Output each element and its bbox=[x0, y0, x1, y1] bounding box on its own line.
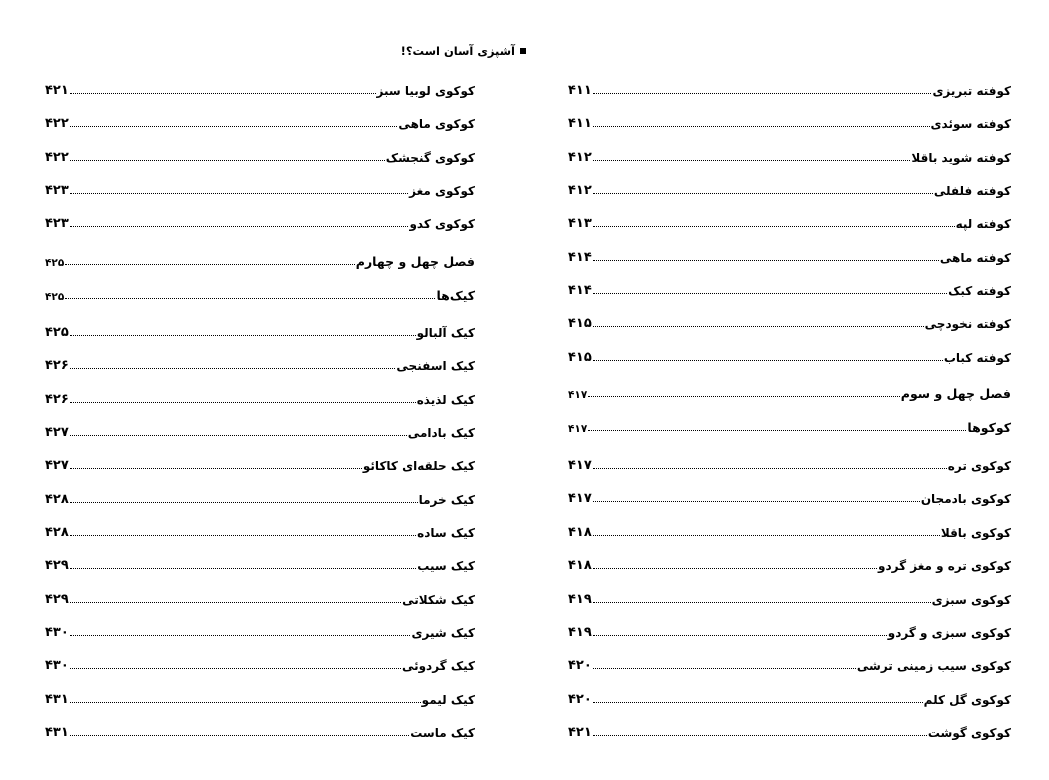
toc-entry-title: کوکوی باقلا bbox=[940, 526, 1011, 540]
toc-heading-row bbox=[45, 251, 475, 269]
toc-entry-row bbox=[568, 180, 1011, 198]
dot-leader bbox=[593, 326, 924, 327]
toc-entry-row bbox=[45, 113, 475, 131]
toc-entry-row bbox=[45, 555, 475, 573]
toc-entry-title: کوفته ماهی bbox=[939, 251, 1011, 265]
dot-leader bbox=[593, 468, 947, 469]
running-header bbox=[386, 44, 526, 58]
book-title: آشپزی آسان است؟! bbox=[400, 44, 515, 58]
dot-leader bbox=[588, 430, 966, 431]
dot-leader bbox=[593, 702, 923, 703]
toc-entry-title: کوکوی تره و مغز گردو bbox=[878, 559, 1011, 573]
toc-heading-row bbox=[568, 383, 1011, 401]
toc-page-number: ۴۲۳ bbox=[45, 183, 69, 198]
toc-page-number: ۴۱۸ bbox=[568, 558, 592, 573]
toc-entry-title: کیک سیب bbox=[417, 559, 475, 573]
toc-entry-row bbox=[45, 689, 475, 707]
dot-leader bbox=[70, 468, 362, 469]
toc-entry-row bbox=[568, 722, 1011, 740]
toc-page-number: ۴۲۹ bbox=[45, 592, 69, 607]
toc-entry-row bbox=[45, 389, 475, 407]
toc-entry-title: کوفته نخودچی bbox=[924, 317, 1011, 331]
dot-leader bbox=[70, 635, 411, 636]
dot-leader bbox=[593, 293, 947, 294]
toc-entry-row bbox=[568, 689, 1011, 707]
dot-leader bbox=[70, 335, 416, 336]
dot-leader bbox=[70, 126, 398, 127]
toc-entry-row bbox=[568, 522, 1011, 540]
square-bullet-icon bbox=[520, 48, 526, 54]
toc-entry-row bbox=[45, 80, 475, 98]
toc-page-number: ۴۱۵ bbox=[568, 316, 592, 331]
toc-entry-row bbox=[568, 488, 1011, 506]
toc-entry-row bbox=[568, 455, 1011, 473]
toc-entry-title: کوکوی سبزی bbox=[931, 593, 1011, 607]
toc-entry-title: فصل چهل و چهارم bbox=[355, 254, 475, 269]
toc-page-number: ۴۱۷ bbox=[568, 423, 588, 435]
toc-entry-row bbox=[45, 455, 475, 473]
dot-leader bbox=[593, 602, 931, 603]
toc-entry-row bbox=[45, 655, 475, 673]
toc-page-number: ۴۱۱ bbox=[568, 83, 592, 98]
toc-entry-title: فصل چهل و سوم bbox=[900, 386, 1011, 401]
toc-page-number: ۴۱۸ bbox=[568, 525, 592, 540]
toc-page-number: ۴۳۱ bbox=[45, 692, 69, 707]
dot-leader bbox=[70, 402, 416, 403]
toc-entry-title: کوفته شوید باقلا bbox=[911, 151, 1011, 165]
dot-leader bbox=[593, 193, 933, 194]
toc-entry-title: کوکوی سبزی و گردو bbox=[887, 626, 1011, 640]
toc-entry-row bbox=[568, 589, 1011, 607]
toc-entry-title: کوفته کباب bbox=[943, 351, 1011, 365]
toc-page-number: ۴۲۵ bbox=[45, 291, 65, 303]
toc-entry-row bbox=[45, 322, 475, 340]
toc-entry-title: کوفته تبریزی bbox=[932, 84, 1011, 98]
toc-page-number: ۴۱۷ bbox=[568, 458, 592, 473]
toc-page-number: ۴۲۵ bbox=[45, 325, 69, 340]
toc-page-number: ۴۱۲ bbox=[568, 183, 592, 198]
toc-page-number: ۴۲۵ bbox=[45, 257, 65, 269]
toc-page-number: ۴۲۲ bbox=[45, 116, 69, 131]
toc-page-number: ۴۲۱ bbox=[45, 83, 69, 98]
toc-entry-title: کیک ماست bbox=[410, 726, 475, 740]
toc-entry-title: کوکوی گل کلم bbox=[923, 693, 1011, 707]
dot-leader bbox=[70, 535, 416, 536]
toc-page-number: ۴۲۸ bbox=[45, 525, 69, 540]
toc-entry-title: کیک‌ها bbox=[436, 288, 475, 303]
toc-entry-title: کیک گردوئی bbox=[401, 659, 475, 673]
toc-entry-row bbox=[45, 589, 475, 607]
dot-leader bbox=[70, 502, 418, 503]
dot-leader bbox=[593, 501, 920, 502]
dot-leader bbox=[593, 735, 927, 736]
dot-leader bbox=[593, 360, 943, 361]
toc-entry-title: کیک اسفنجی bbox=[396, 359, 475, 373]
dot-leader bbox=[593, 668, 856, 669]
dot-leader bbox=[70, 568, 416, 569]
dot-leader bbox=[70, 160, 385, 161]
toc-entry-row bbox=[568, 113, 1011, 131]
toc-page-number: ۴۲۶ bbox=[45, 392, 69, 407]
toc-page-number: ۴۱۷ bbox=[568, 491, 592, 506]
toc-page-number: ۴۲۱ bbox=[568, 725, 592, 740]
toc-entry-title: کیک شکلاتی bbox=[402, 593, 475, 607]
dot-leader bbox=[593, 126, 930, 127]
toc-entry-title: کوکوی بادمجان bbox=[920, 492, 1011, 506]
toc-page-number: ۴۱۴ bbox=[568, 250, 592, 265]
toc-page-number: ۴۱۹ bbox=[568, 592, 592, 607]
toc-entry-title: کوکوی گنجشک bbox=[385, 151, 475, 165]
toc-entry-row bbox=[568, 147, 1011, 165]
toc-entry-title: کوفته سوئدی bbox=[930, 117, 1011, 131]
toc-page-number: ۴۱۲ bbox=[568, 150, 592, 165]
toc-entry-title: کوفته لپه bbox=[955, 217, 1011, 231]
toc-entry-title: کیک آلبالو bbox=[416, 326, 475, 340]
toc-page-number: ۴۲۳ bbox=[45, 216, 69, 231]
toc-entry-row bbox=[45, 147, 475, 165]
toc-entry-title: کیک ساده bbox=[417, 526, 475, 540]
dot-leader bbox=[593, 535, 940, 536]
toc-page-number: ۴۲۲ bbox=[45, 150, 69, 165]
dot-leader bbox=[588, 396, 900, 397]
toc-page-number: ۴۲۰ bbox=[568, 658, 592, 673]
toc-page-number: ۴۲۷ bbox=[45, 425, 69, 440]
dot-leader bbox=[70, 668, 401, 669]
toc-page-number: ۴۳۰ bbox=[45, 625, 69, 640]
toc-entry-row bbox=[45, 213, 475, 231]
toc-page-number: ۴۱۵ bbox=[568, 350, 592, 365]
toc-heading-row bbox=[568, 417, 1011, 435]
toc-entry-title: کوفته کبک bbox=[948, 284, 1011, 298]
toc-entry-row bbox=[568, 313, 1011, 331]
toc-entry-row bbox=[568, 655, 1011, 673]
dot-leader bbox=[70, 368, 396, 369]
dot-leader bbox=[65, 298, 435, 299]
toc-entry-row bbox=[568, 347, 1011, 365]
toc-entry-title: کیک خرما bbox=[418, 493, 475, 507]
toc-entry-row bbox=[568, 555, 1011, 573]
toc-entry-title: کوکوی لوبیا سبز bbox=[376, 84, 475, 98]
toc-entry-title: کوکوی گوشت bbox=[927, 726, 1011, 740]
dot-leader bbox=[70, 93, 376, 94]
toc-entry-title: کوکوی تره bbox=[947, 459, 1011, 473]
toc-entry-row bbox=[45, 522, 475, 540]
toc-entry-row bbox=[568, 622, 1011, 640]
toc-page-number: ۴۱۳ bbox=[568, 216, 592, 231]
toc-entry-title: کیک شیری bbox=[411, 626, 475, 640]
toc-entry-row bbox=[45, 622, 475, 640]
dot-leader bbox=[593, 568, 877, 569]
toc-entry-title: کیک لذیذه bbox=[416, 393, 475, 407]
toc-page-number: ۴۳۱ bbox=[45, 725, 69, 740]
toc-entry-row bbox=[45, 489, 475, 507]
toc-page-number: ۴۱۱ bbox=[568, 116, 592, 131]
toc-entry-row bbox=[45, 180, 475, 198]
dot-leader bbox=[593, 635, 887, 636]
toc-entry-title: کیک حلقه‌ای کاکائو bbox=[362, 459, 475, 473]
toc-entry-title: کیک لیمو bbox=[421, 693, 475, 707]
toc-entry-row bbox=[45, 422, 475, 440]
toc-entry-title: کیک بادامی bbox=[407, 426, 475, 440]
toc-entry-title: کوکوی مغز bbox=[409, 184, 475, 198]
toc-entry-row bbox=[45, 722, 475, 740]
toc-entry-title: کوفته فلفلی bbox=[933, 184, 1011, 198]
toc-entry-row bbox=[45, 355, 475, 373]
dot-leader bbox=[70, 702, 421, 703]
dot-leader bbox=[593, 160, 911, 161]
toc-page-number: ۴۲۰ bbox=[568, 692, 592, 707]
dot-leader bbox=[70, 193, 408, 194]
toc-page-number: ۴۲۹ bbox=[45, 558, 69, 573]
toc-page-number: ۴۲۶ bbox=[45, 358, 69, 373]
toc-page-number: ۴۳۰ bbox=[45, 658, 69, 673]
dot-leader bbox=[65, 264, 355, 265]
dot-leader bbox=[593, 93, 932, 94]
toc-page-number: ۴۱۷ bbox=[568, 389, 588, 401]
toc-entry-row bbox=[568, 213, 1011, 231]
toc-page-number: ۴۱۴ bbox=[568, 283, 592, 298]
toc-page-number: ۴۲۸ bbox=[45, 492, 69, 507]
toc-entry-row bbox=[568, 247, 1011, 265]
dot-leader bbox=[593, 226, 955, 227]
toc-entry-title: کوکوی کدو bbox=[409, 217, 475, 231]
toc-page-number: ۴۲۷ bbox=[45, 458, 69, 473]
dot-leader bbox=[70, 735, 409, 736]
toc-entry-title: کوکوی سیب زمینی ترشی bbox=[856, 659, 1011, 673]
toc-entry-title: کوکوها bbox=[967, 420, 1011, 435]
dot-leader bbox=[70, 435, 407, 436]
dot-leader bbox=[70, 602, 401, 603]
toc-entry-row bbox=[568, 80, 1011, 98]
dot-leader bbox=[593, 260, 939, 261]
toc-page-number: ۴۱۹ bbox=[568, 625, 592, 640]
toc-entry-row bbox=[568, 280, 1011, 298]
toc-entry-title: کوکوی ماهی bbox=[398, 117, 475, 131]
dot-leader bbox=[70, 226, 409, 227]
toc-heading-row bbox=[45, 285, 475, 303]
